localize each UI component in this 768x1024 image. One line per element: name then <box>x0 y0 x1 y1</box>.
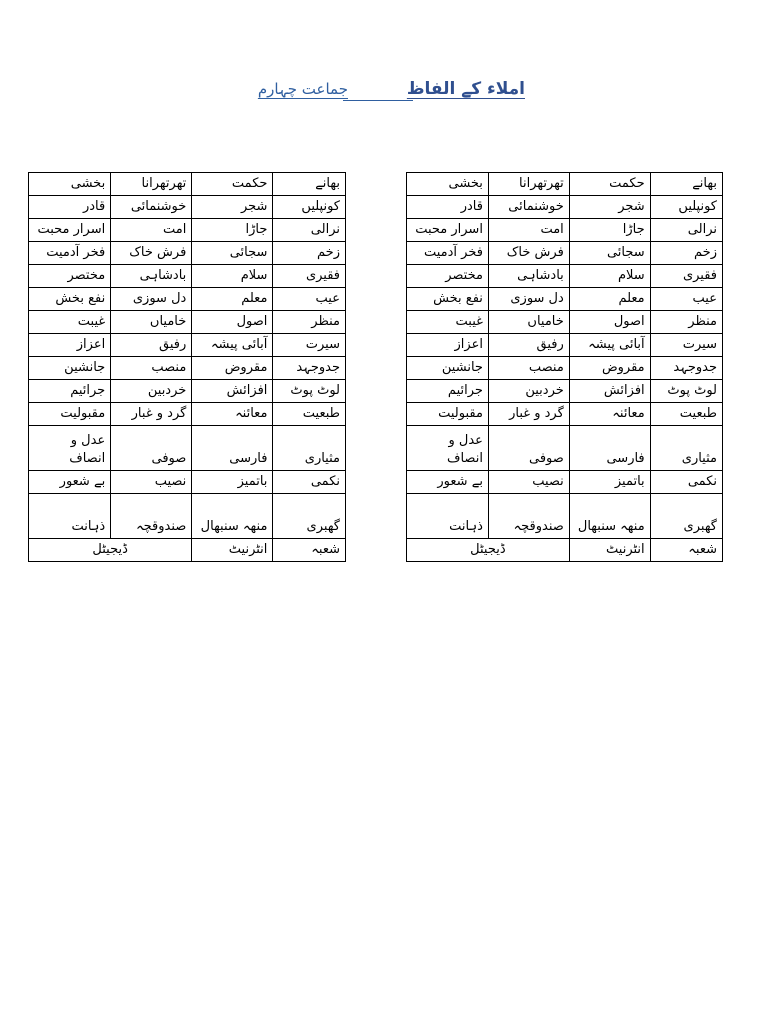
table-row <box>407 288 723 311</box>
word-cell: مثیاری <box>650 426 722 471</box>
word-cell: ذہانت <box>29 494 111 539</box>
word-cell: سلام <box>192 265 273 288</box>
word-cell: جدوجہد <box>650 357 722 380</box>
word-cell: منظر <box>650 311 722 334</box>
table-row <box>407 196 723 219</box>
word-cell: صندوقچہ <box>111 494 192 539</box>
word-cell: گھبری <box>650 494 722 539</box>
word-cell: سیرت <box>650 334 722 357</box>
table-row <box>407 242 723 265</box>
word-cell: ذہانت <box>407 494 489 539</box>
word-cell: خردبین <box>111 380 192 403</box>
word-cell: شعبہ <box>650 539 722 562</box>
word-cell: معائنہ <box>569 403 650 426</box>
table-row <box>407 173 723 196</box>
word-table-body <box>29 173 346 562</box>
word-cell: سجائی <box>569 242 650 265</box>
word-cell: باتمیز <box>569 471 650 494</box>
word-cell: باتمیز <box>192 471 273 494</box>
word-cell: اصول <box>569 311 650 334</box>
word-cell: اسرار محبت <box>407 219 489 242</box>
page-heading <box>0 78 768 104</box>
word-cell: مقروض <box>569 357 650 380</box>
word-cell: گھبری <box>273 494 346 539</box>
word-cell: خوشنمائی <box>111 196 192 219</box>
word-cell: مقبولیت <box>407 403 489 426</box>
word-cell: قادر <box>407 196 489 219</box>
word-cell: تھرتھرانا <box>111 173 192 196</box>
table-row <box>29 265 346 288</box>
table-row <box>29 334 346 357</box>
word-cell: فرش خاک <box>111 242 192 265</box>
word-cell: شجر <box>569 196 650 219</box>
table-row <box>407 334 723 357</box>
word-cell: انٹرنیٹ <box>569 539 650 562</box>
word-cell: بھانے <box>273 173 346 196</box>
word-cell: حکمت <box>192 173 273 196</box>
word-cell: نرالی <box>650 219 722 242</box>
word-cell: شجر <box>192 196 273 219</box>
word-cell: غیبت <box>407 311 489 334</box>
title-underline <box>343 100 413 101</box>
word-cell: معلم <box>192 288 273 311</box>
table-row <box>29 357 346 380</box>
word-cell: فخر آدمیت <box>407 242 489 265</box>
table-row <box>407 380 723 403</box>
word-cell: کونپلیں <box>650 196 722 219</box>
word-cell: اعزاز <box>29 334 111 357</box>
word-cell: اسرار محبت <box>29 219 111 242</box>
word-cell: بادشاہی <box>111 265 192 288</box>
table-row <box>407 219 723 242</box>
word-cell: جانشین <box>407 357 489 380</box>
word-cell: بخشی <box>29 173 111 196</box>
word-cell: صوفی <box>488 426 569 471</box>
table-row <box>29 219 346 242</box>
word-cell: آبائی پیشہ <box>192 334 273 357</box>
word-cell: عیب <box>273 288 346 311</box>
word-cell: فخر آدمیت <box>29 242 111 265</box>
word-cell: خردبین <box>488 380 569 403</box>
word-cell: فرش خاک <box>488 242 569 265</box>
table-row <box>407 357 723 380</box>
word-cell: منھہ سنبھال <box>192 494 273 539</box>
table-row <box>29 196 346 219</box>
table-row <box>407 494 723 539</box>
word-cell: خوشنمائی <box>488 196 569 219</box>
word-cell: اعزاز <box>407 334 489 357</box>
word-cell: فقیری <box>273 265 346 288</box>
word-cell: امت <box>488 219 569 242</box>
word-cell: خامیاں <box>111 311 192 334</box>
word-cell: جرائیم <box>29 380 111 403</box>
word-cell: تھرتھرانا <box>488 173 569 196</box>
word-cell: زخم <box>650 242 722 265</box>
word-cell: لوٹ پوٹ <box>273 380 346 403</box>
word-cell: صندوقچہ <box>488 494 569 539</box>
word-cell: بھانے <box>650 173 722 196</box>
word-cell: منظر <box>273 311 346 334</box>
word-cell: فارسی <box>192 426 273 471</box>
word-table-body <box>407 173 723 562</box>
table-row <box>407 265 723 288</box>
word-cell: دل سوزی <box>488 288 569 311</box>
table-row <box>29 311 346 334</box>
word-cell: طبعیت <box>650 403 722 426</box>
word-cell: جاڑا <box>569 219 650 242</box>
word-table-left <box>28 172 346 562</box>
word-cell: نرالی <box>273 219 346 242</box>
word-cell: لوٹ پوٹ <box>650 380 722 403</box>
word-cell: طبعیت <box>273 403 346 426</box>
word-cell: مقبولیت <box>29 403 111 426</box>
word-cell: عدل و انصاف <box>29 426 111 471</box>
table-row <box>29 494 346 539</box>
table-row <box>407 311 723 334</box>
word-cell: بے شعور <box>407 471 489 494</box>
word-cell: صوفی <box>111 426 192 471</box>
word-cell: مختصر <box>407 265 489 288</box>
word-cell: فقیری <box>650 265 722 288</box>
word-cell: شعبہ <box>273 539 346 562</box>
word-cell: بخشی <box>407 173 489 196</box>
table-row <box>407 471 723 494</box>
word-cell: افزائش <box>569 380 650 403</box>
word-cell: گرد و غبار <box>488 403 569 426</box>
word-cell: منصب <box>488 357 569 380</box>
word-cell: جدوجہد <box>273 357 346 380</box>
word-table-right <box>406 172 723 562</box>
table-row <box>407 403 723 426</box>
table-row <box>407 426 723 471</box>
word-cell: امت <box>111 219 192 242</box>
word-cell: رفیق <box>111 334 192 357</box>
word-cell: مقروض <box>192 357 273 380</box>
word-cell: جاڑا <box>192 219 273 242</box>
word-cell: نفع بخش <box>29 288 111 311</box>
word-cell: مثیاری <box>273 426 346 471</box>
word-cell-merged: ڈیجیٹل <box>29 539 192 562</box>
table-row <box>29 380 346 403</box>
word-cell-merged: ڈیجیٹل <box>407 539 570 562</box>
word-cell: انٹرنیٹ <box>192 539 273 562</box>
page-title: املاء کے الفاظ <box>406 79 525 99</box>
word-cell: معائنہ <box>192 403 273 426</box>
word-cell: کونپلیں <box>273 196 346 219</box>
word-cell: نکمی <box>273 471 346 494</box>
word-cell: عیب <box>650 288 722 311</box>
word-cell: معلم <box>569 288 650 311</box>
word-cell: منصب <box>111 357 192 380</box>
word-cell: سلام <box>569 265 650 288</box>
table-row <box>29 471 346 494</box>
table-row <box>29 288 346 311</box>
table-row <box>29 173 346 196</box>
word-cell: اصول <box>192 311 273 334</box>
word-cell: سجائی <box>192 242 273 265</box>
word-cell: نفع بخش <box>407 288 489 311</box>
table-row <box>29 242 346 265</box>
word-cell: نصیب <box>111 471 192 494</box>
word-cell: بادشاہی <box>488 265 569 288</box>
table-row <box>29 403 346 426</box>
word-cell: غیبت <box>29 311 111 334</box>
word-cell: منھہ سنبھال <box>569 494 650 539</box>
word-cell: افزائش <box>192 380 273 403</box>
word-cell: آبائی پیشہ <box>569 334 650 357</box>
word-cell: نصیب <box>488 471 569 494</box>
word-cell: سیرت <box>273 334 346 357</box>
word-cell: نکمی <box>650 471 722 494</box>
word-cell: جرائیم <box>407 380 489 403</box>
word-cell: قادر <box>29 196 111 219</box>
word-cell: گرد و غبار <box>111 403 192 426</box>
word-cell: بے شعور <box>29 471 111 494</box>
word-cell: فارسی <box>569 426 650 471</box>
grade-label: جماعت چہارم <box>257 80 348 98</box>
table-row <box>29 426 346 471</box>
word-cell: جانشین <box>29 357 111 380</box>
table-row <box>407 539 723 562</box>
word-cell: دل سوزی <box>111 288 192 311</box>
word-cell: حکمت <box>569 173 650 196</box>
table-row <box>29 539 346 562</box>
word-cell: زخم <box>273 242 346 265</box>
word-cell: خامیاں <box>488 311 569 334</box>
word-cell: مختصر <box>29 265 111 288</box>
word-cell: رفیق <box>488 334 569 357</box>
word-cell: عدل و انصاف <box>407 426 489 471</box>
